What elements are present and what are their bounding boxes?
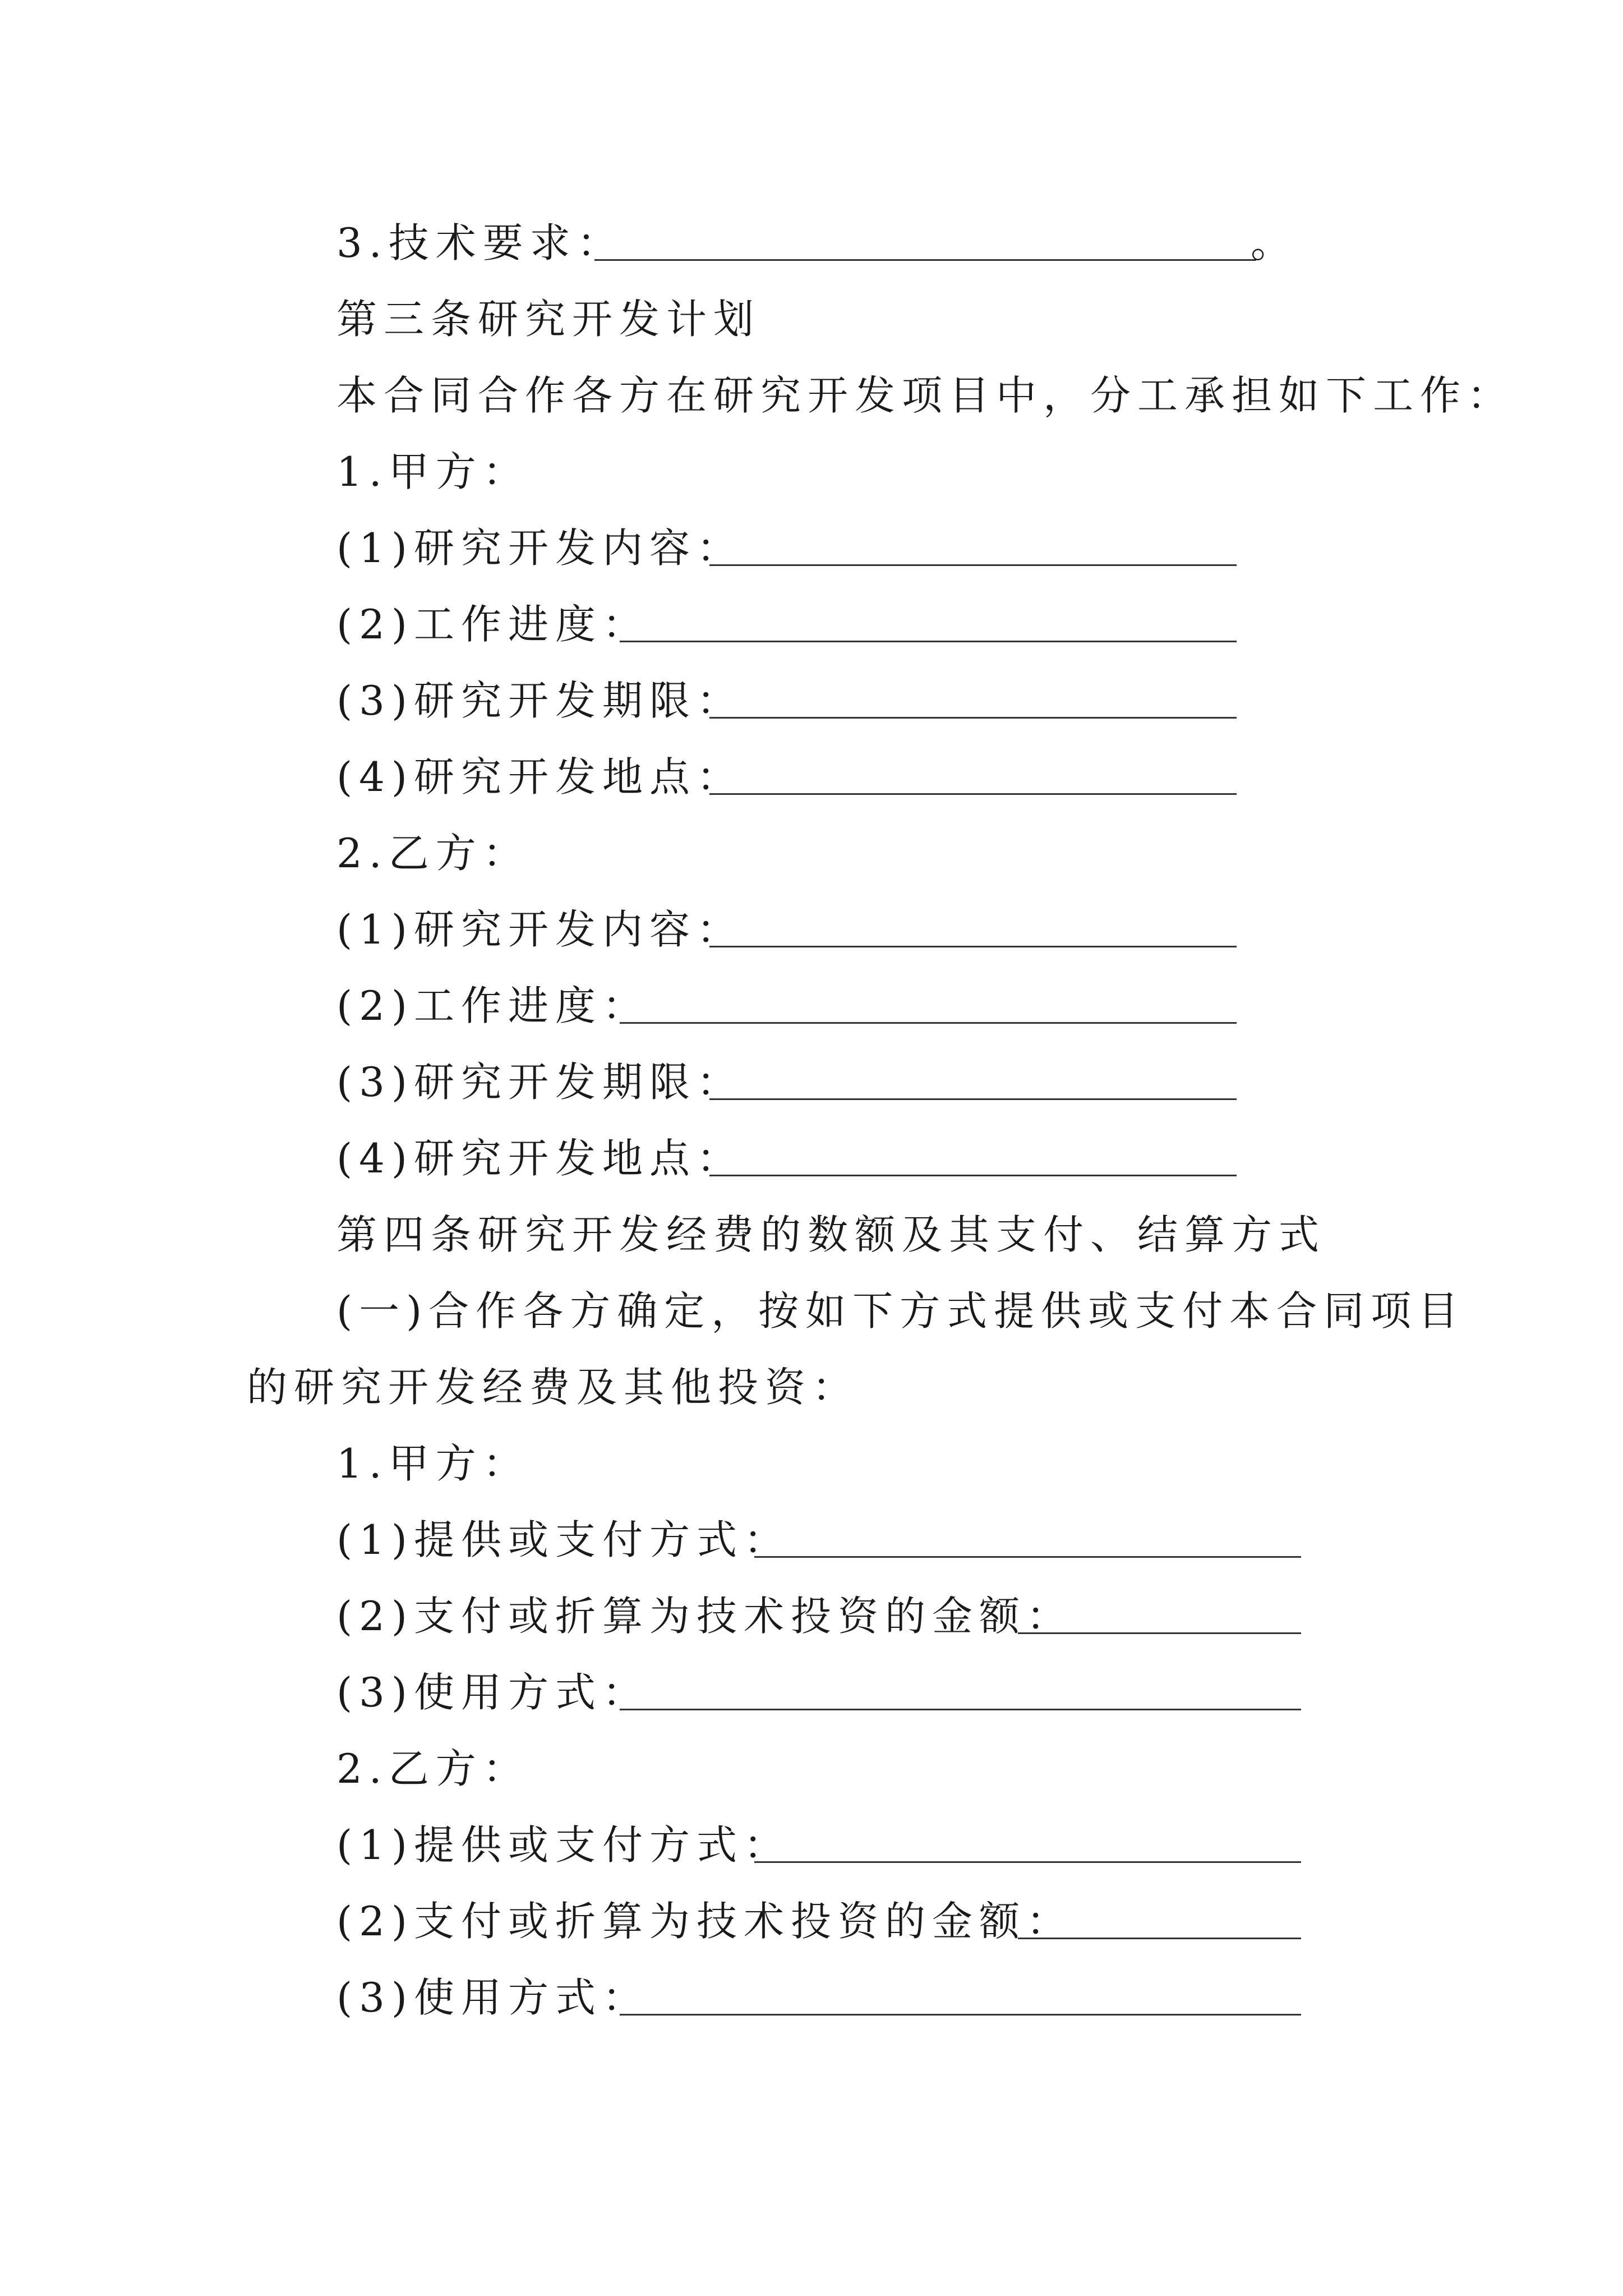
party-b-progress-label: (2)工作进度：	[336, 982, 649, 1029]
party-a-period-label: (3)研究开发期限：	[336, 677, 744, 724]
funding-party-b-method-blank[interactable]	[754, 1861, 1301, 1863]
article-3-intro: 本合同合作各方在研究开发项目中，分工承担如下工作：	[336, 372, 1515, 419]
funding-party-b-usage-label: (3)使用方式：	[336, 1974, 649, 2021]
tech-requirements-blank[interactable]	[594, 259, 1256, 261]
article-4-heading: 第四条研究开发经费的数额及其支付、结算方式	[336, 1211, 1326, 1258]
party-b-progress-blank[interactable]	[620, 1022, 1237, 1024]
party-b-location-blank[interactable]	[709, 1175, 1237, 1176]
party-a-location-blank[interactable]	[709, 793, 1237, 795]
party-a-period-blank[interactable]	[709, 717, 1237, 719]
party-b-period-label: (3)研究开发期限：	[336, 1059, 744, 1106]
funding-party-b-method-label: (1)提供或支付方式：	[336, 1821, 791, 1869]
party-b-research-content-label: (1)研究开发内容：	[336, 906, 744, 953]
funding-party-a-heading: 1.甲方：	[336, 1440, 530, 1487]
party-a-progress-blank[interactable]	[620, 641, 1237, 642]
party-b-heading: 2.乙方：	[336, 830, 530, 877]
article-4-clause-1-line-2: 的研究开发经费及其他投资：	[247, 1364, 860, 1411]
funding-party-b-heading: 2.乙方：	[336, 1745, 530, 1792]
funding-party-a-method-blank[interactable]	[754, 1556, 1301, 1558]
tech-requirements-label: 3.技术要求：	[336, 219, 624, 266]
funding-party-a-amount-label: (2)支付或折算为技术投资的金额：	[336, 1593, 1073, 1640]
tech-requirements-period: 。	[1251, 219, 1292, 266]
funding-party-b-amount-blank[interactable]	[1018, 1938, 1301, 1939]
party-b-location-label: (4)研究开发地点：	[336, 1135, 744, 1182]
funding-party-b-amount-label: (2)支付或折算为技术投资的金额：	[336, 1898, 1073, 1945]
party-b-research-content-blank[interactable]	[709, 946, 1237, 947]
party-b-period-blank[interactable]	[709, 1098, 1237, 1100]
funding-party-a-amount-blank[interactable]	[1018, 1632, 1301, 1634]
article-4-clause-1-line-1: (一)合作各方确定，按如下方式提供或支付本合同项目	[336, 1287, 1465, 1335]
party-a-progress-label: (2)工作进度：	[336, 601, 649, 648]
funding-party-b-usage-blank[interactable]	[620, 2014, 1301, 2016]
funding-party-a-usage-label: (3)使用方式：	[336, 1669, 649, 1716]
funding-party-a-usage-blank[interactable]	[620, 1709, 1301, 1710]
party-a-research-content-blank[interactable]	[709, 564, 1237, 566]
party-a-research-content-label: (1)研究开发内容：	[336, 524, 744, 572]
funding-party-a-method-label: (1)提供或支付方式：	[336, 1516, 791, 1563]
party-a-location-label: (4)研究开发地点：	[336, 753, 744, 800]
party-a-heading: 1.甲方：	[336, 448, 530, 495]
article-3-heading: 第三条研究开发计划	[336, 296, 761, 343]
